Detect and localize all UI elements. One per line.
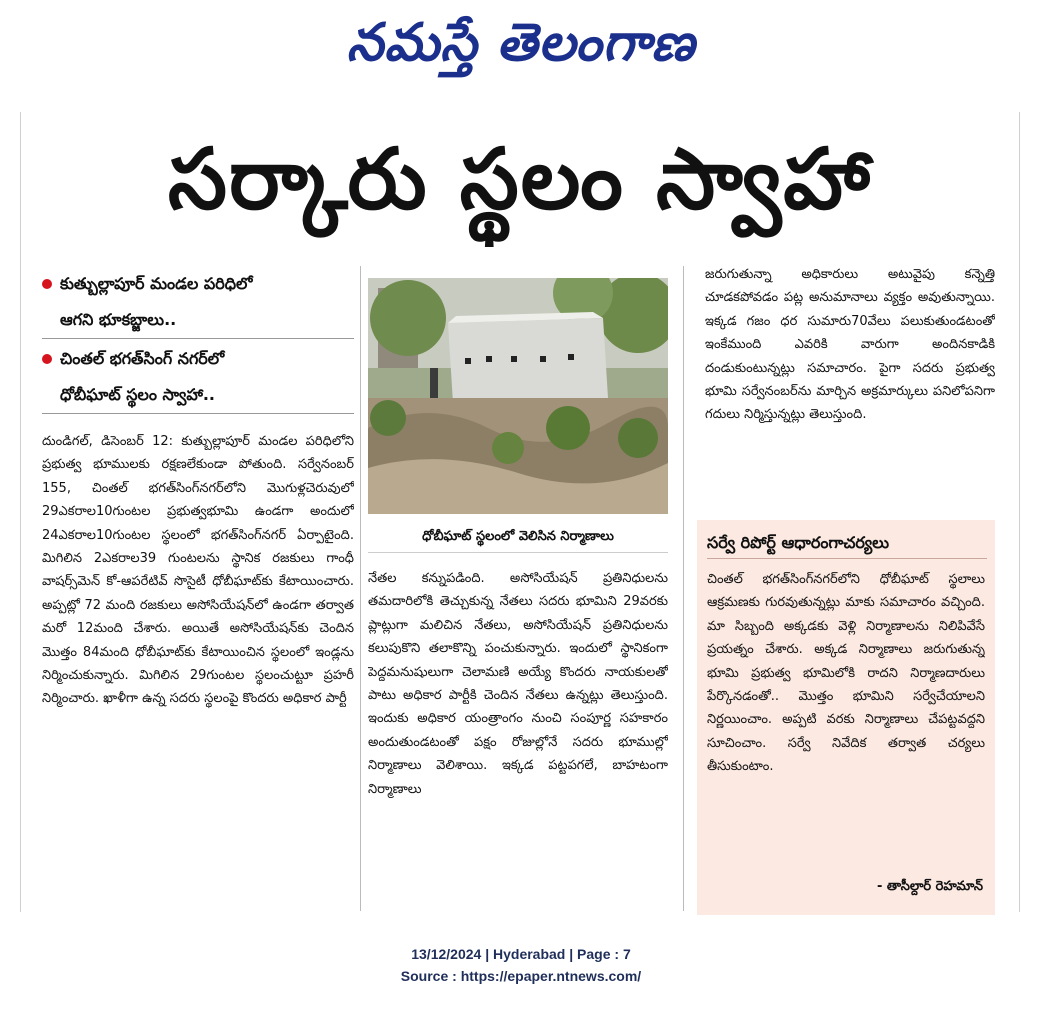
article-column-right <box>705 263 995 513</box>
construction-photo-image <box>368 278 668 514</box>
article-text: నేతల కన్నుపడింది. అసోసియేషన్ ప్రతినిధులను తమదారిలోకి తెచ్చుకున్న నేతలు సదరు భూమిని 29వరకు ప్లాట్లుగా మలిచిన నేతలు, అసోసియేషన్ ప్రతినిధులను కలుపుకొని తలాకొన్ని పంచుకున్నారు. ఇందులో స్థానికంగా పెద్దమనుషులుగా చెలామణి అయ్యే కొందరు నాయకులతో పాటు అధికార పార్టీకి చెందిన నేతలు ఉన్నట్లు తెలుస్తుంది. ఇందుకు అధికార యంత్రాంగం నుంచి సంపూర్ణ సహకారం అందుతుండటంతో పక్షం రోజుల్లోనే సదరు భూముల్లో నిర్మాణాలు వెలిశాయి. ఇక్కడ పట్టపగలే, బాహటంగా నిర్మాణాలు <box>368 571 668 797</box>
footer <box>0 943 1042 987</box>
footer-source-line[interactable]: Source : https://epaper.ntnews.com/ <box>400 968 642 984</box>
sidebar-title: సర్వే రిపోర్ట్ ఆధారంగాచర్యలు <box>707 528 987 559</box>
masthead-logo: నమస్తే తెలంగాణ <box>346 12 696 73</box>
bullet-item <box>42 341 354 413</box>
bullet-text: చింతల్ భగత్‌సింగ్ నగర్‌లో <box>60 349 225 368</box>
column-divider <box>360 266 361 911</box>
article-column-left <box>42 430 354 910</box>
sidebar-text: చింతల్ భగత్‌సింగ్‌నగర్‌లోని ధోబీఘాట్ స్థలాలు ఆక్రమణకు గురవుతున్నట్లు మాకు సమాచారం వచ్చింది. మా సిబ్బంది అక్కడకు వెళ్లి నిర్మాణాలను నిలిపివేసే ప్రయత్నం చేశారు. అక్కడ నిర్మాణాలు జరుగుతున్న భూమి ప్రభుత్వ భూమిలోకి రాదని నిర్మాణదారులు పేర్కొనడంతో.. మొత్తం భూమిని సర్వేచేయాలని నిర్ణయించాం. అప్పటి వరకు నిర్మాణాలు చేపట్టవద్దని సూచించాం. సర్వే నివేదిక తర్వాత చర్యలు తీసుకుంటాం. <box>707 572 985 775</box>
divider <box>42 413 354 414</box>
bullet-text: ఆగని భూకబ్జాలు.. <box>60 310 177 329</box>
bullet-dot-icon <box>42 279 52 289</box>
sidebar-author: - తాసీల్దార్ రెహమాన్ <box>876 879 983 894</box>
bullet-dot-icon <box>42 354 52 364</box>
article-column-middle <box>368 567 668 897</box>
divider <box>42 338 354 339</box>
news-photo <box>368 278 668 514</box>
headline: సర్కారు స్థలం స్వాహా <box>168 130 872 228</box>
sidebar-quote-box <box>697 520 995 915</box>
column-divider <box>683 266 684 911</box>
bullet-item <box>42 266 354 338</box>
article-text: దుండిగల్, డిసెంబర్ 12: కుత్బుల్లాపూర్ మండల పరిధిలోని ప్రభుత్వ భూములకు రక్షణలేకుండా పోతుంది. సర్వేనంబర్ 155, చింతల్ భగత్‌సింగ్‌నగర్‌లోని మొగుళ్లచెరువులో 29ఎకరాల10గుంటల ప్రభుత్వభూమి ఉండగా అందులో 24ఎకరాల10గుంటల స్థలంలో భగత్‌సింగ్‌నగర్ ఏర్పాటైంది. మిగిలిన 2ఎకరాల39 గుంటలను స్థానిక రజకులు గాంధీ వాషర్స్‌మెన్ కో-ఆపరేటివ్ సొసైటీ ధోబీఘాట్‌కు కేటాయించారు. అప్పట్లో 72 మంది రజకులు అసోసియేషన్‌లో ఉండగా తర్వాత మరో 12మంది చేశారు. అయితే అసోసియేషన్‌కు చెందిన మొత్తం 84మంది ధోబీఘాట్‌కు కేటాయించిన స్థలంలో ఇండ్లను నిర్మించుకున్నారు. మిగిలిన 29గుంటల స్థలంచుట్టూ ప్రహరీ నిర్మించారు. ఖాళీగా ఉన్న సదరు స్థలంపై కొందరు అధికార పార్టీ <box>42 434 354 707</box>
bullet-list <box>42 266 354 416</box>
bullet-text: కుత్బుల్లాపూర్ మండల పరిధిలో <box>60 274 253 293</box>
bullet-text: ధోబీఘాట్ స్థలం స్వాహా.. <box>60 385 216 404</box>
footer-date-line: 13/12/2024 | Hyderabad | Page : 7 <box>411 946 631 962</box>
photo-caption: ధోబీఘాట్ స్థలంలో వెలిసిన నిర్మాణాలు <box>368 522 668 553</box>
article-text: జరుగుతున్నా అధికారులు అటువైపు కన్నెత్తి చూడకపోవడం పట్ల అనుమానాలు వ్యక్తం అవుతున్నాయి. ఇక్కడ గజం ధర సుమారు70వేలు పలుకుతుండటంతో ఇంకేముంది ఎవరికి వారుగా అందినకాడికి దండుకుంటున్నట్లు సమాచారం. పైగా సదరు ప్రభుత్వ భూమి సర్వేనంబర్‌ను మార్చిన అక్రమార్కులు పనిలోపనిగా గదులు నిర్మిస్తున్నట్లు తెలుస్తుంది. <box>705 267 995 423</box>
